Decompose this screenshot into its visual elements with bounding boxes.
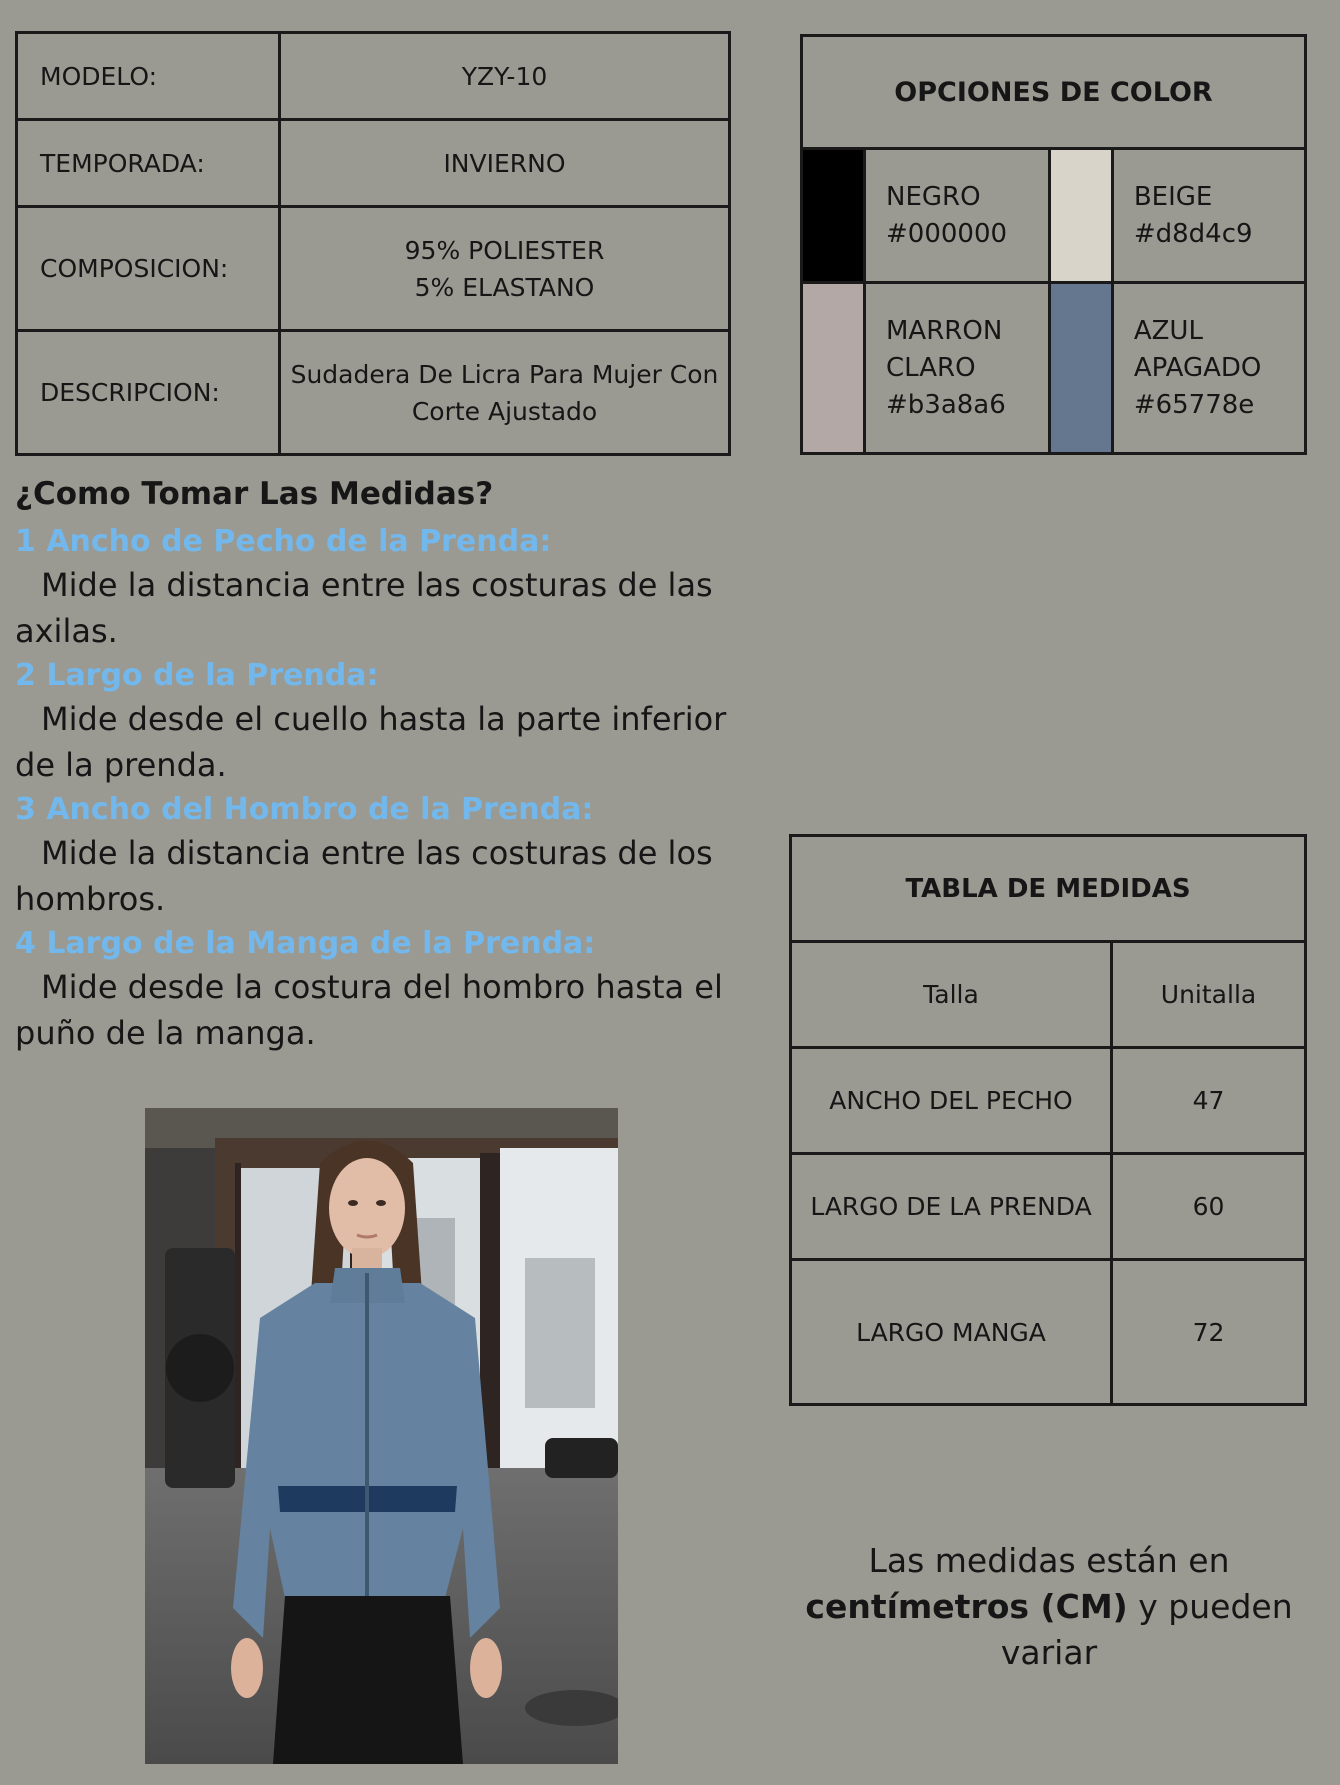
measure-value: 47	[1112, 1048, 1306, 1154]
measure-value: 60	[1112, 1154, 1306, 1260]
color-hex: #65778e	[1133, 389, 1255, 420]
composicion-value	[280, 207, 730, 331]
color-negro	[865, 149, 1050, 283]
temporada-value: INVIERNO	[280, 120, 730, 207]
measure-value: 72	[1112, 1260, 1306, 1405]
color-name-line-2: CLARO	[886, 352, 976, 383]
color-hex: #b3a8a6	[886, 389, 1006, 420]
color-hex: #d8d4c9	[1133, 218, 1253, 249]
size-table-title: TABLA DE MEDIDAS	[791, 836, 1306, 942]
units-note	[790, 1538, 1308, 1676]
composicion-line-2: 5% ELASTANO	[414, 272, 595, 302]
color-azul-apagado	[1112, 283, 1305, 454]
composicion-line-1: 95% POLIESTER	[404, 235, 605, 265]
color-options-table	[800, 34, 1307, 455]
table-row	[791, 1154, 1306, 1260]
step-title-3: 3 Ancho del Hombro de la Prenda:	[15, 792, 594, 827]
model-wearing-jacket-image	[145, 1108, 618, 1764]
color-name-line-1: AZUL	[1133, 315, 1203, 346]
descripcion-label: DESCRIPCION:	[17, 331, 280, 455]
measure-label: LARGO MANGA	[791, 1260, 1112, 1405]
step-desc-2: Mide desde el cuello hasta la parte inferior de la prenda.	[15, 700, 727, 784]
measure-label: LARGO DE LA PRENDA	[791, 1154, 1112, 1260]
color-name-line-1: MARRON	[886, 315, 1003, 346]
descripcion-value	[280, 331, 730, 455]
color-name: NEGRO	[886, 181, 981, 212]
modelo-label: MODELO:	[17, 33, 280, 120]
product-photo	[145, 1108, 618, 1764]
descripcion-line-2: Corte Ajustado	[411, 396, 598, 426]
step-title-4: 4 Largo de la Manga de la Prenda:	[15, 926, 596, 961]
note-line-1: Las medidas están en	[868, 1541, 1230, 1580]
descripcion-line-1: Sudadera De Licra Para Mujer Con	[290, 359, 719, 389]
step-title-1: 1 Ancho de Pecho de la Prenda:	[15, 524, 552, 559]
how-to-measure-section	[15, 474, 775, 1058]
note-line-3: variar	[1000, 1633, 1098, 1672]
product-info-table	[15, 31, 731, 456]
step-desc-1: Mide la distancia entre las costuras de las axilas.	[15, 566, 713, 650]
temporada-label: TEMPORADA:	[17, 120, 280, 207]
how-to-measure-title: ¿Como Tomar Las Medidas?	[15, 476, 494, 512]
color-hex: #000000	[886, 218, 1008, 249]
color-beige	[1112, 149, 1305, 283]
note-line-2: y pueden	[1127, 1587, 1293, 1626]
measure-label: ANCHO DEL PECHO	[791, 1048, 1112, 1154]
composicion-label: COMPOSICION:	[17, 207, 280, 331]
step-desc-3: Mide la distancia entre las costuras de los hombros.	[15, 834, 713, 918]
color-swatch-marron-claro	[802, 283, 865, 454]
color-options-title: OPCIONES DE COLOR	[802, 36, 1306, 149]
table-row	[791, 1048, 1306, 1154]
size-header-talla: Talla	[791, 942, 1112, 1048]
color-name: BEIGE	[1133, 181, 1213, 212]
color-name-line-2: APAGADO	[1133, 352, 1262, 383]
size-header-unitalla: Unitalla	[1112, 942, 1306, 1048]
size-table	[789, 834, 1307, 1406]
color-swatch-azul-apagado	[1049, 283, 1112, 454]
step-title-2: 2 Largo de la Prenda:	[15, 658, 379, 693]
color-swatch-beige	[1049, 149, 1112, 283]
table-row	[791, 1260, 1306, 1405]
color-swatch-negro	[802, 149, 865, 283]
color-marron-claro	[865, 283, 1050, 454]
modelo-value: YZY-10	[280, 33, 730, 120]
note-units: centímetros (CM)	[805, 1587, 1128, 1626]
step-desc-4: Mide desde la costura del hombro hasta el puño de la manga.	[15, 968, 723, 1052]
